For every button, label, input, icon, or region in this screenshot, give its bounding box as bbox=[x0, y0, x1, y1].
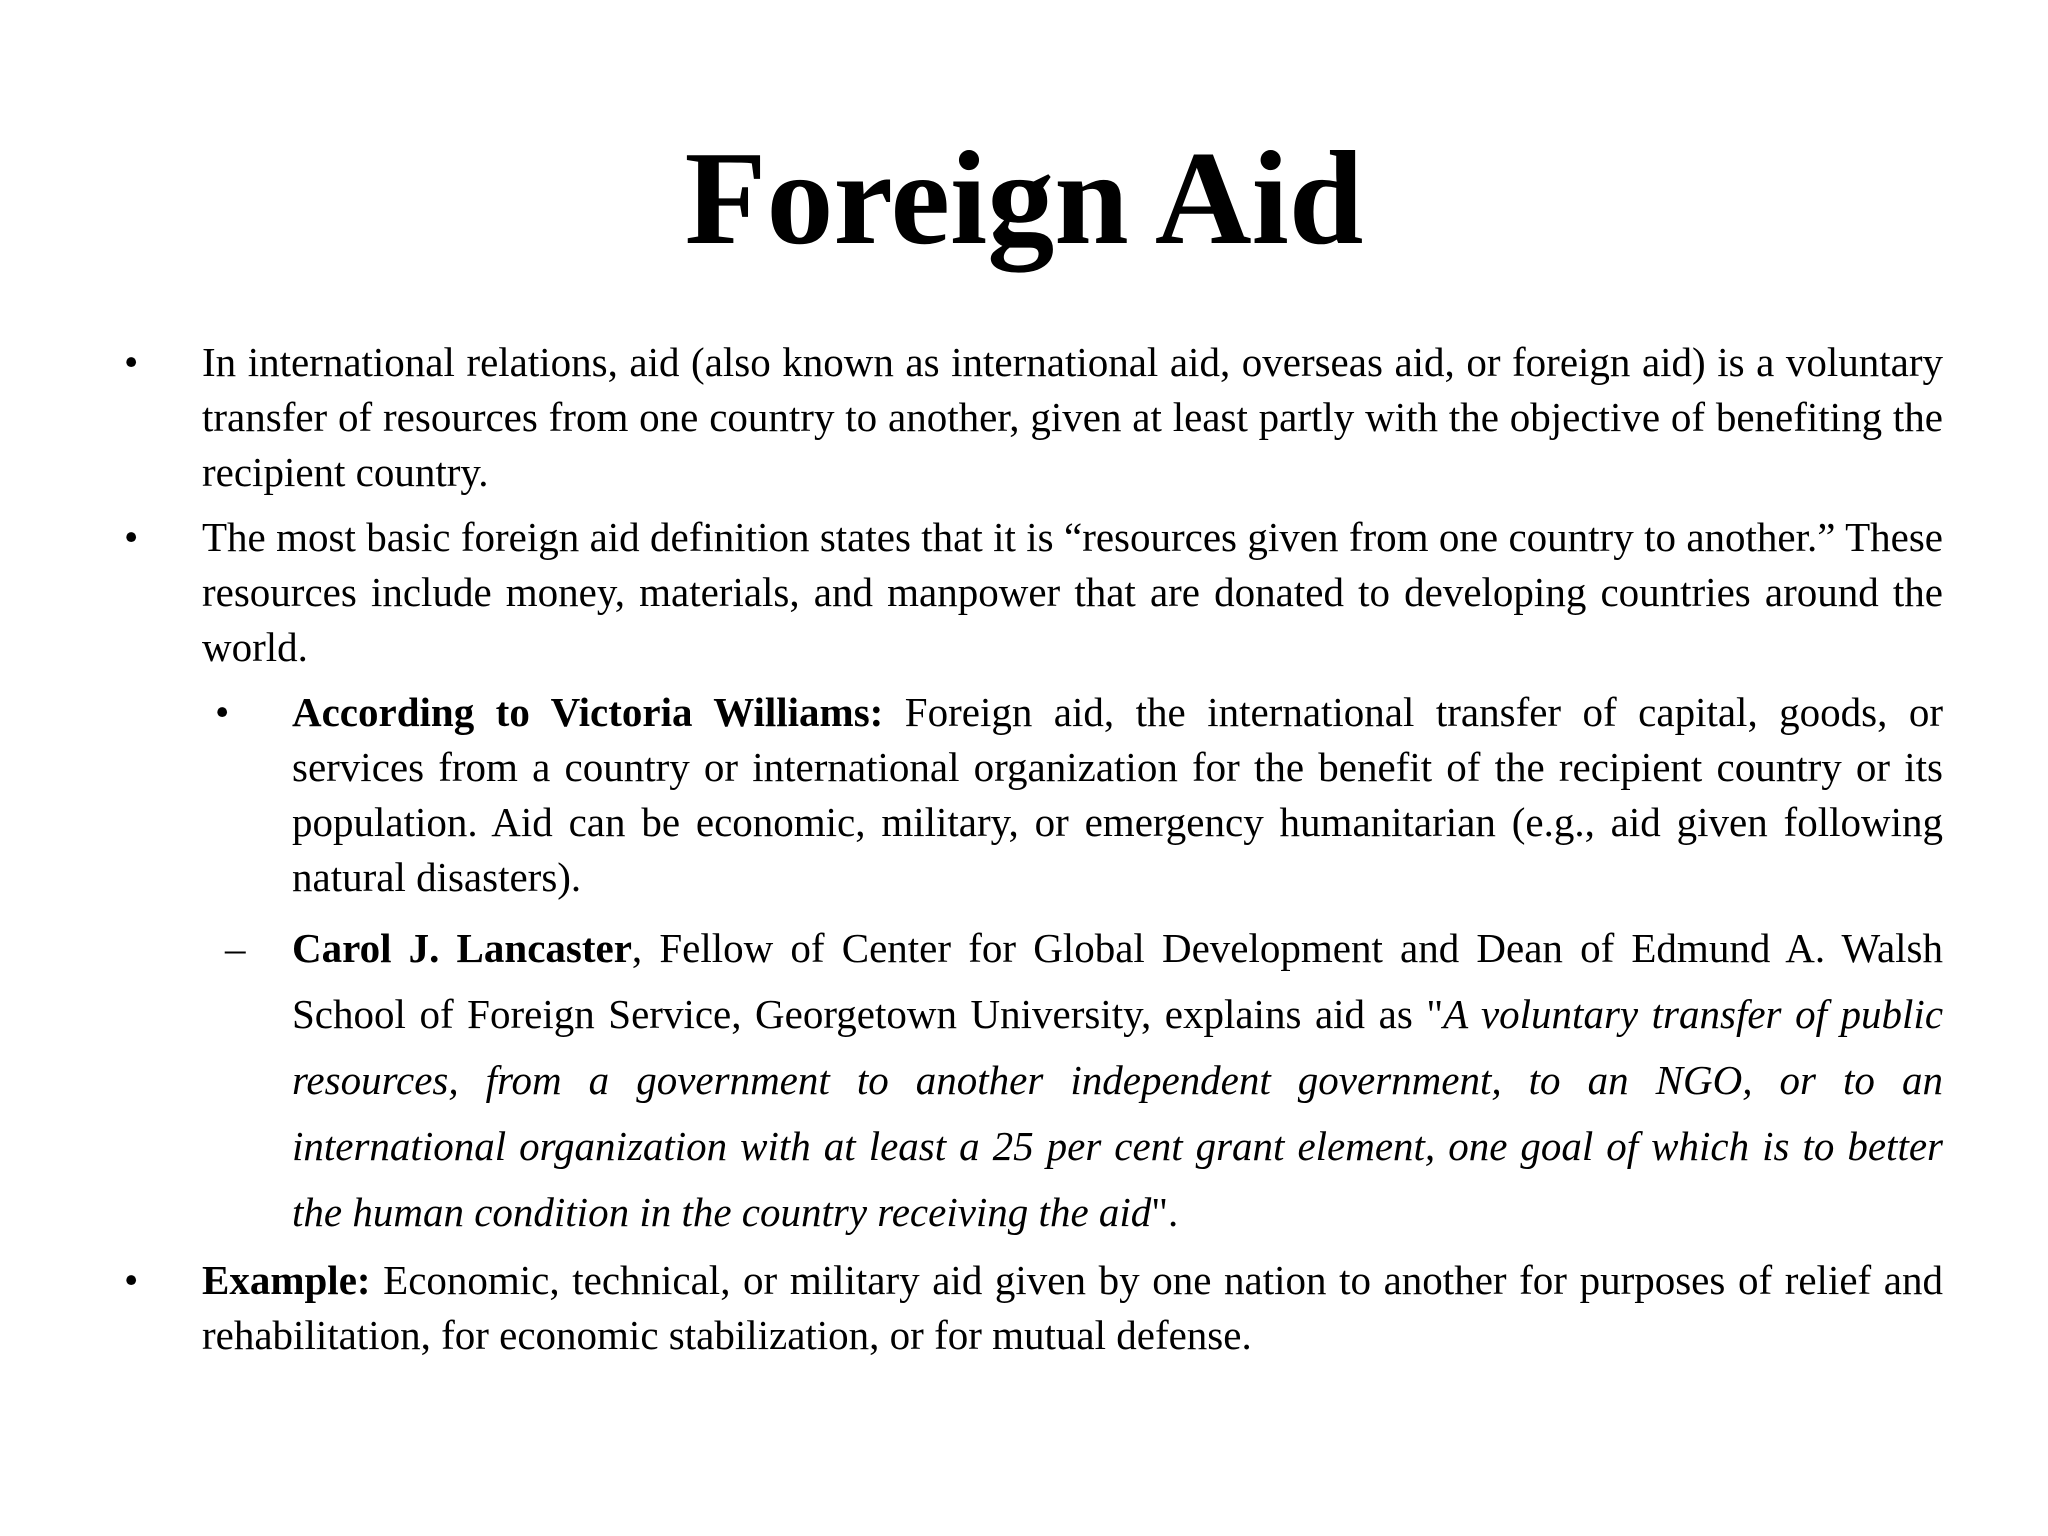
bullet-bold-lead: Carol J. Lancaster bbox=[292, 925, 632, 971]
bullet-text-end: ". bbox=[1151, 1189, 1179, 1235]
bullet-marker: • bbox=[124, 514, 139, 560]
slide-content bbox=[0, 335, 2048, 1373]
bullet-item-basic-definition bbox=[0, 510, 1943, 675]
bullet-marker: • bbox=[124, 339, 139, 385]
sub-dash-item-carol-lancaster bbox=[0, 915, 1943, 1245]
bullet-bold-lead: According to Victoria Williams: bbox=[292, 689, 884, 735]
sub-bullet-item-victoria-williams bbox=[0, 685, 1943, 905]
dash-marker: – bbox=[225, 925, 246, 971]
bullet-marker: • bbox=[215, 689, 230, 735]
bullet-text: The most basic foreign aid definition states that it is “resources given from one country to another.” These resources include money, materials, and manpower that are donated to developing countries around the world. bbox=[202, 514, 1943, 670]
bullet-marker: • bbox=[124, 1257, 139, 1303]
slide-title: Foreign Aid bbox=[684, 124, 1364, 272]
bullet-italic-quote: A voluntary transfer of public resources, from a government to another independent government, to an NGO, or to an international organization with at least a 25 per cent grant element, one goal of which is to better the human condition in the country receiving the aid bbox=[292, 991, 1944, 1235]
bullet-bold-lead: Example: bbox=[202, 1257, 371, 1303]
bullet-item-definition bbox=[0, 335, 1943, 500]
bullet-text: , Fellow of Center for Global Development and Dean of Edmund A. Walsh School of Foreign Service, Georgetown University, explains aid as " bbox=[292, 925, 1943, 1037]
bullet-item-example bbox=[0, 1253, 1943, 1363]
bullet-text: Economic, technical, or military aid given by one nation to another for purposes of relief and rehabilitation, for economic stabilization, or for mutual defense. bbox=[202, 1257, 1943, 1358]
bullet-text: In international relations, aid (also known as international aid, overseas aid, or foreign aid) is a voluntary transfer of resources from one country to another, given at least partly with the objective of benefiting the recipient country. bbox=[202, 339, 1943, 495]
bullet-text: Foreign aid, the international transfer of capital, goods, or services from a country or international organization for the benefit of the recipient country or its population. Aid can be economic, military, or emergency humanitarian (e.g., aid given following natural disasters). bbox=[292, 689, 1944, 900]
